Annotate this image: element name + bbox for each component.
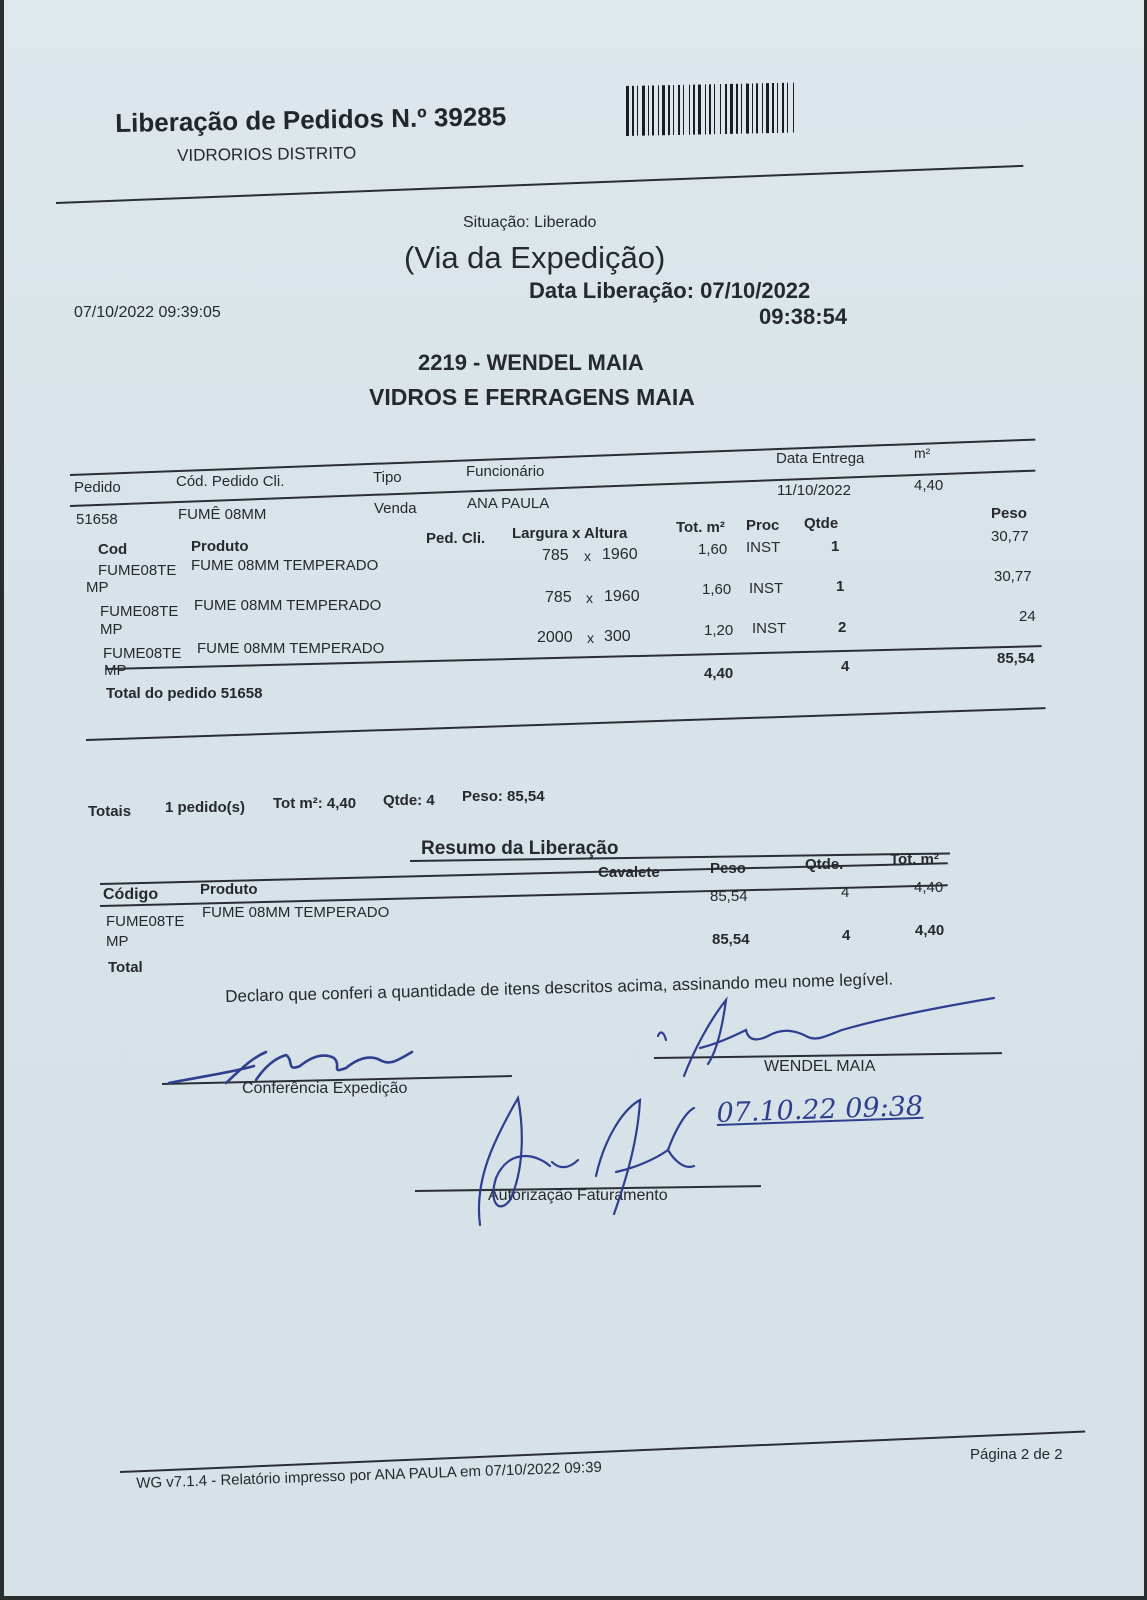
resumo-total-peso: 85,54 <box>712 931 750 948</box>
item-altura: 1960 <box>602 546 638 563</box>
label-m2: m² <box>914 445 931 461</box>
resumo-peso: 85,54 <box>710 888 748 905</box>
item-x: x <box>587 630 594 646</box>
item-largura: 2000 <box>537 629 573 646</box>
item-peso: 24 <box>1019 608 1036 625</box>
client-signature-name: WENDEL MAIA <box>764 1058 876 1075</box>
company-name: VIDRORIOS DISTRITO <box>177 143 357 165</box>
item-peso: 30,77 <box>991 528 1029 545</box>
value-tipo: Venda <box>374 500 417 517</box>
totais-pedidos: 1 pedido(s) <box>165 799 246 816</box>
item-produto-cont: MP <box>86 579 109 596</box>
item-qtde: 1 <box>831 538 840 555</box>
document-title: Liberação de Pedidos N.º 39285 <box>115 101 507 138</box>
item-produto: FUME 08MM TEMPERADO <box>191 557 379 574</box>
handwritten-signatures <box>4 0 1144 1596</box>
item-produto-cont: MP <box>100 621 123 638</box>
item-peso: 30,77 <box>994 568 1032 585</box>
resumo-tot-m2: 4,40 <box>914 879 944 896</box>
label-pedido: Pedido <box>74 479 121 496</box>
value-funcionario: ANA PAULA <box>467 495 550 512</box>
item-altura: 300 <box>604 628 631 645</box>
item-produto: FUME 08MM TEMPERADO <box>197 640 385 657</box>
totais-peso: Peso: 85,54 <box>462 788 545 805</box>
resumo-header-peso: Peso <box>710 860 746 877</box>
item-x: x <box>586 590 593 606</box>
item-tot-m2: 1,60 <box>702 581 732 598</box>
item-x: x <box>584 548 591 564</box>
order-total-m2: 4,40 <box>704 665 734 682</box>
label-funcionario: Funcionário <box>466 463 545 480</box>
resumo-codigo: FUME08TE <box>106 913 185 930</box>
item-largura: 785 <box>542 547 569 564</box>
item-qtde: 2 <box>838 619 847 636</box>
value-pedido: 51658 <box>76 511 118 528</box>
item-produto: FUME 08MM TEMPERADO <box>194 597 382 614</box>
items-header-ped-cli: Ped. Cli. <box>426 530 486 547</box>
printed-datetime: 07/10/2022 09:39:05 <box>74 304 221 321</box>
items-header-proc: Proc <box>746 517 780 534</box>
totais-label: Totais <box>88 803 132 820</box>
item-proc: INST <box>752 620 787 637</box>
items-header-qtde: Qtde <box>804 515 839 532</box>
via-label: (Via da Expedição) <box>404 240 666 275</box>
value-data-entrega: 11/10/2022 <box>777 482 851 499</box>
resumo-total-m2: 4,40 <box>915 922 945 939</box>
totais-m2: Tot m²: 4,40 <box>273 795 357 812</box>
hora-liberacao: 09:38:54 <box>759 304 848 329</box>
item-cod: FUME08TE <box>103 645 182 662</box>
items-header-dims: Largura x Altura <box>512 525 628 542</box>
label-cod-pedido-cli: Cód. Pedido Cli. <box>176 473 285 490</box>
items-header-cod: Cod <box>98 541 128 558</box>
resumo-total-qtde: 4 <box>842 927 851 944</box>
resumo-produto: FUME 08MM TEMPERADO <box>202 904 390 921</box>
resumo-produto-cont: MP <box>106 933 129 950</box>
item-altura: 1960 <box>604 588 640 605</box>
resumo-header-qtde: Qtde. <box>805 856 844 873</box>
declaration-text: Declaro que conferi a quantidade de itens descritos acima, assinando meu nome legível. <box>225 969 894 1006</box>
item-cod: FUME08TE <box>100 603 179 620</box>
label-data-entrega: Data Entrega <box>776 450 865 467</box>
data-liberacao: Data Liberação: 07/10/2022 <box>529 278 811 303</box>
page-number: Página 2 de 2 <box>970 1446 1063 1463</box>
autorizacao-signature-icon <box>479 1098 694 1225</box>
order-total-label: Total do pedido 51658 <box>106 685 263 702</box>
handwritten-date: 07.10.22 09:38 <box>716 1090 924 1129</box>
order-total-qtde: 4 <box>841 658 850 675</box>
document-page <box>4 0 1144 1596</box>
items-header-tot-m2: Tot. m² <box>676 519 725 536</box>
resumo-title: Resumo da Liberação <box>421 838 619 859</box>
resumo-header-produto: Produto <box>200 881 258 898</box>
client-code-name: 2219 - WENDEL MAIA <box>418 350 644 375</box>
value-cod-pedido-cli: FUMÊ 08MM <box>178 506 267 523</box>
item-largura: 785 <box>545 589 572 606</box>
conferencia-label: Conferência Expedição <box>242 1080 408 1097</box>
totais-qtde: Qtde: 4 <box>383 792 435 809</box>
client-signature-icon <box>658 998 994 1076</box>
client-company: VIDROS E FERRAGENS MAIA <box>369 384 695 410</box>
footer-printed-by: WG v7.1.4 - Relatório impresso por ANA PAULA em 07/10/2022 09:39 <box>136 1458 603 1492</box>
resumo-qtde: 4 <box>841 884 850 901</box>
resumo-total-label: Total <box>108 959 143 976</box>
item-proc: INST <box>746 539 781 556</box>
label-tipo: Tipo <box>373 469 402 486</box>
resumo-header-tot-m2: Tot. m² <box>890 851 939 868</box>
items-header-produto: Produto <box>191 538 249 555</box>
item-cod: FUME08TE <box>98 562 177 579</box>
resumo-header-codigo: Código <box>103 886 159 903</box>
value-m2: 4,40 <box>914 477 944 494</box>
item-tot-m2: 1,60 <box>698 541 728 558</box>
item-produto-cont: MP <box>104 662 127 679</box>
item-tot-m2: 1,20 <box>704 622 734 639</box>
autorizacao-label: Autorização Faturamento <box>488 1187 668 1204</box>
order-total-peso: 85,54 <box>997 650 1035 667</box>
situacao: Situação: Liberado <box>463 214 597 231</box>
items-header-peso: Peso <box>991 505 1027 522</box>
resumo-header-cavalete: Cavalete <box>598 864 660 881</box>
conferencia-signature-icon <box>169 1052 412 1083</box>
item-proc: INST <box>749 580 784 597</box>
item-qtde: 1 <box>836 578 845 595</box>
